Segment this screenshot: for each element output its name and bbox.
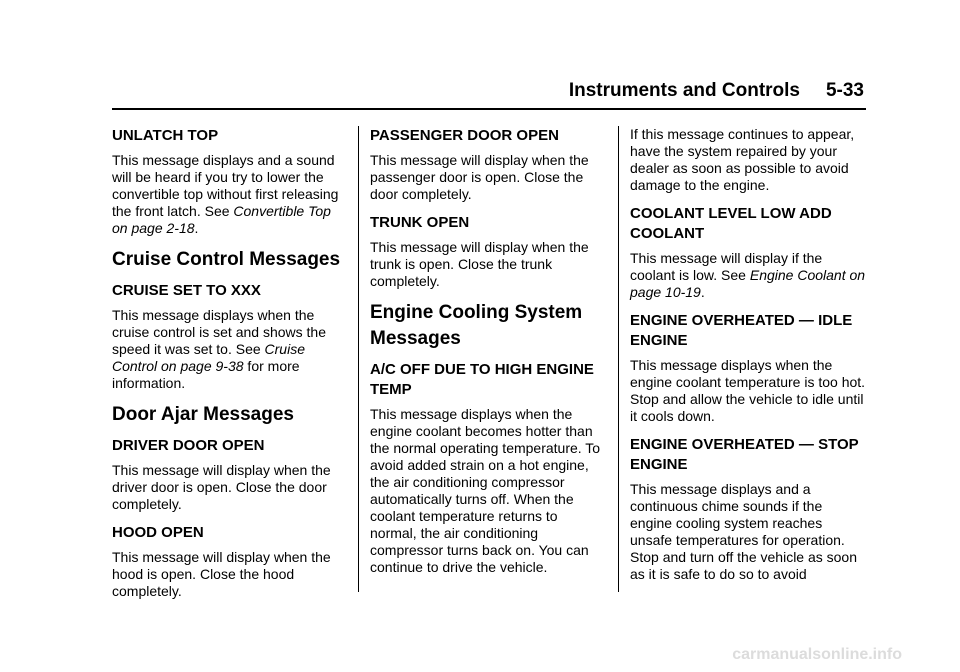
heading-cruise-control-messages: Cruise Control Messages — [112, 249, 341, 270]
heading-overheated-idle: ENGINE OVERHEATED — IDLE ENGINE — [630, 312, 853, 349]
column-2 — [370, 126, 608, 586]
page-header — [0, 80, 960, 108]
header-rule — [112, 108, 866, 110]
column-divider-2 — [618, 126, 619, 592]
watermark: carmanualsonline.info — [732, 646, 902, 663]
page-number: 5-33 — [825, 80, 864, 101]
heading-door-ajar-messages: Door Ajar Messages — [112, 404, 294, 425]
para-overheated-stop: This message displays and a continuous chime sounds if the engine cooling system reaches unsafe temperatures for operation. Stop and turn off the vehicle as soon as it is safe to do so to avoid — [630, 481, 858, 582]
para-unlatch-top: This message displays and a sound will be heard if you try to lower the convertible top without first releasing the front latch. See Convertible Top on page 2-18. — [112, 152, 339, 236]
column-divider-1 — [358, 126, 359, 592]
para-ac-off-high-temp: This message displays when the engine coolant becomes hotter than the normal operating temperature. To avoid added strain on a hot engine, the air conditioning compressor automatically turns off. When the coolant temperature returns to normal, the air conditioning compressor turns back on. You can continue to drive the vehicle. — [370, 406, 601, 575]
heading-driver-door-open: DRIVER DOOR OPEN — [112, 437, 265, 454]
heading-unlatch-top: UNLATCH TOP — [112, 127, 219, 144]
heading-engine-cooling-messages: Engine Cooling System Messages — [370, 302, 583, 349]
heading-coolant-level-low: COOLANT LEVEL LOW ADD COOLANT — [630, 205, 832, 242]
heading-overheated-stop: ENGINE OVERHEATED — STOP ENGINE — [630, 436, 859, 473]
para-passenger-door-open: This message will display when the passenger door is open. Close the door completely. — [370, 152, 589, 202]
para-cruise-set: This message displays when the cruise control is set and shows the speed it was set to. See Cruise Control on page 9-38 for more information. — [112, 307, 326, 391]
column-1 — [112, 126, 350, 610]
column-3 — [630, 126, 868, 593]
heading-hood-open: HOOD OPEN — [112, 524, 204, 541]
xref-cruise-control[interactable]: Cruise Control on page 9-38 — [112, 341, 305, 374]
heading-ac-off-high-temp: A/C OFF DUE TO HIGH ENGINE TEMP — [370, 361, 594, 398]
para-driver-door-open: This message will display when the driver door is open. Close the door completely. — [112, 462, 331, 512]
heading-passenger-door-open: PASSENGER DOOR OPEN — [370, 127, 559, 144]
heading-cruise-set: CRUISE SET TO XXX — [112, 282, 261, 299]
para-overheated-idle: This message displays when the engine coolant temperature is too hot. Stop and allow the vehicle to idle until it cools down. — [630, 357, 866, 424]
xref-engine-coolant[interactable]: Engine Coolant on page 10-19 — [630, 267, 866, 300]
para-trunk-open: This message will display when the trunk is open. Close the trunk completely. — [370, 239, 589, 289]
para-hood-open: This message will display when the hood is open. Close the hood completely. — [112, 549, 331, 599]
para-coolant-level-low: This message will display if the coolant is low. See Engine Coolant on page 10-19. — [630, 250, 866, 300]
xref-convertible-top[interactable]: Convertible Top on page 2-18 — [112, 203, 331, 236]
heading-trunk-open: TRUNK OPEN — [370, 214, 470, 231]
section-title: Instruments and Controls — [568, 80, 800, 101]
para-continues-to-appear: If this message continues to appear, have the system repaired by your dealer as soon as possible to avoid damage to the engine. — [630, 126, 855, 193]
